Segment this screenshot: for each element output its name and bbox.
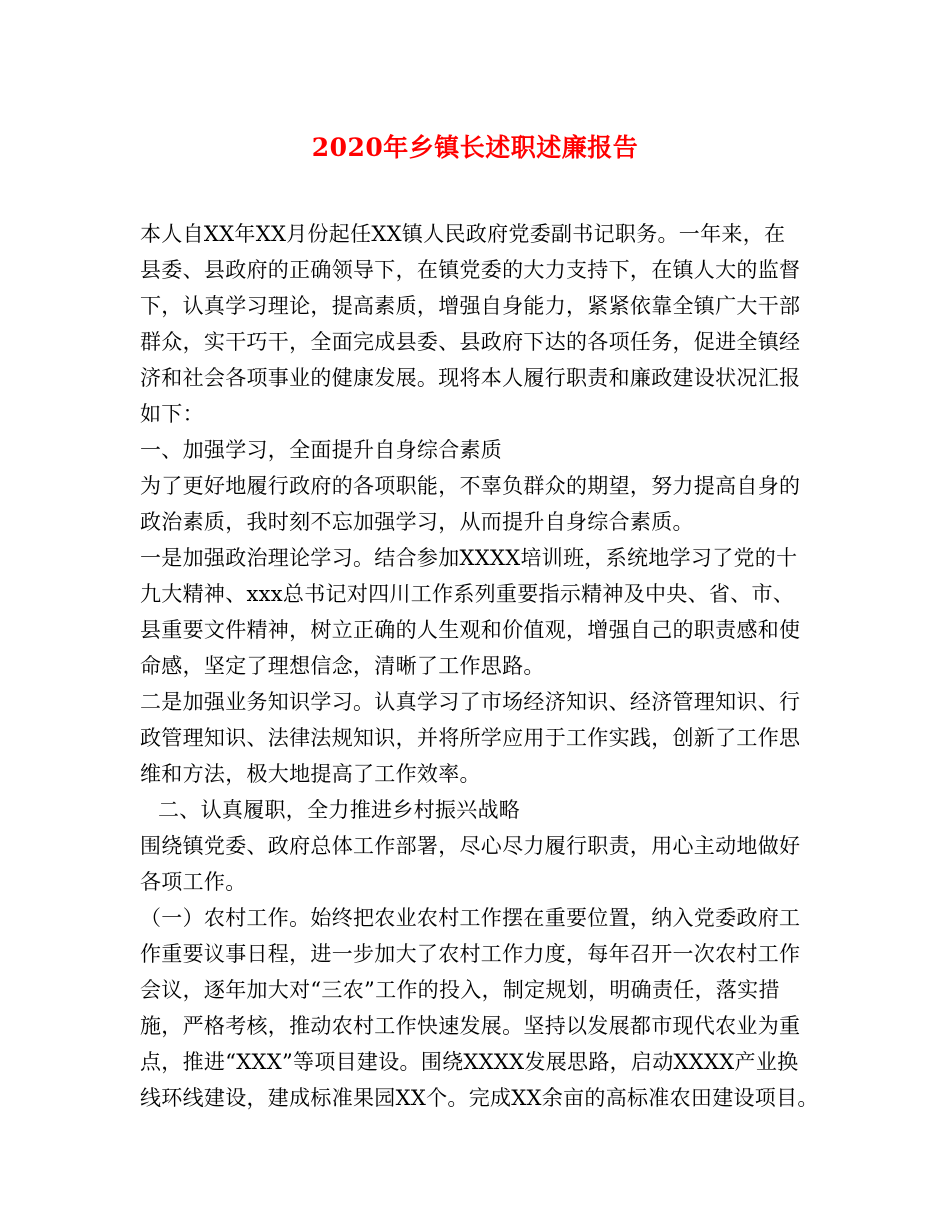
document-body [140, 216, 820, 1116]
body-line: 如下： [140, 402, 204, 426]
body-line: 为了更好地履行政府的各项职能，不辜负群众的期望，努力提高自身的 [140, 474, 801, 498]
body-line: 作重要议事日程，进一步加大了农村工作力度，每年召开一次农村工作 [140, 942, 801, 966]
body-line: 本人自XX年XX月份起任XX镇人民政府党委副书记职务。一年来，在 [140, 222, 786, 246]
body-line: 点，推进“XXX”等项目建设。围绕XXXX发展思路，启动XXXX产业换 [140, 1050, 799, 1074]
body-line: 下，认真学习理论，提高素质，增强自身能力，紧紧依靠全镇广大干部 [140, 294, 801, 318]
document-title: 2020年乡镇长述职述廉报告 [311, 133, 639, 162]
body-line: 一是加强政治理论学习。结合参加XXXX培训班，系统地学习了党的十 [140, 546, 798, 570]
body-line: 二是加强业务知识学习。认真学习了市场经济知识、经济管理知识、行 [140, 690, 801, 714]
body-line: 围绕镇党委、政府总体工作部署，尽心尽力履行职责，用心主动地做好 [140, 834, 801, 858]
section-heading: 一、加强学习，全面提升自身综合素质 [140, 438, 503, 462]
body-line: 维和方法，极大地提高了工作效率。 [140, 762, 481, 786]
body-line: （一）农村工作。始终把农业农村工作摆在重要位置，纳入党委政府工 [140, 906, 801, 930]
body-line: 命感，坚定了理想信念，清晰了工作思路。 [140, 654, 545, 678]
body-line: 政管理知识、法律法规知识，并将所学应用于工作实践，创新了工作思 [140, 726, 801, 750]
body-line: 政治素质，我时刻不忘加强学习，从而提升自身综合素质。 [140, 510, 694, 534]
section-heading: 二、认真履职，全力推进乡村振兴战略 [158, 798, 521, 822]
body-line: 县重要文件精神，树立正确的人生观和价值观，增强自己的职责感和使 [140, 618, 801, 642]
body-line: 各项工作。 [140, 870, 247, 894]
body-line: 群众，实干巧干，全面完成县委、县政府下达的各项任务，促进全镇经 [140, 330, 801, 354]
body-line: 济和社会各项事业的健康发展。现将本人履行职责和廉政建设状况汇报 [140, 366, 801, 390]
body-line: 县委、县政府的正确领导下，在镇党委的大力支持下，在镇人大的监督 [140, 258, 801, 282]
body-line: 九大精神、xxx总书记对四川工作系列重要指示精神及中央、省、市、 [140, 582, 795, 606]
body-line: 线环线建设，建成标准果园XX个。完成XX余亩的高标准农田建设项目。 [140, 1086, 819, 1110]
body-line: 施，严格考核，推动农村工作快速发展。坚持以发展都市现代农业为重 [140, 1014, 801, 1038]
body-line: 会议，逐年加大对“三农”工作的投入，制定规划，明确责任，落实措 [140, 978, 780, 1002]
